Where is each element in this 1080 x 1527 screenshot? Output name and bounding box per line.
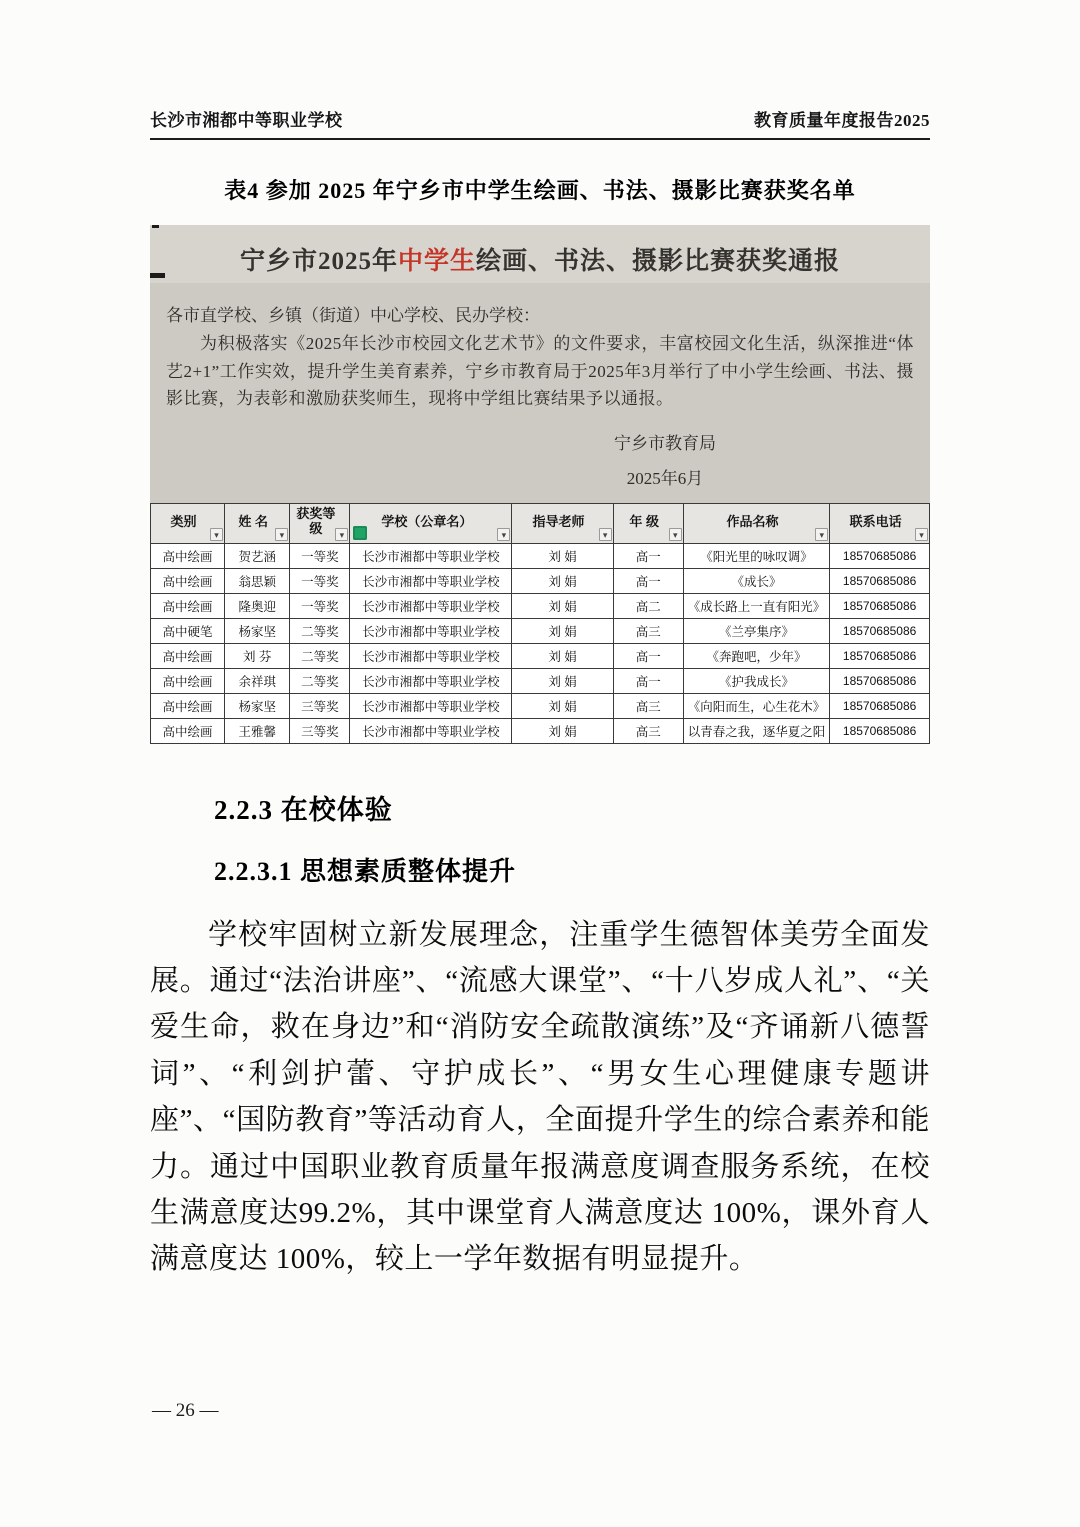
table-cell: 18570685086 (830, 718, 930, 743)
table-cell: 高三 (613, 618, 683, 643)
scan-artifact (150, 273, 165, 278)
table-cell: 二等奖 (290, 643, 350, 668)
table-caption: 表4 参加 2025 年宁乡市中学生绘画、书法、摄影比赛获奖名单 (224, 178, 856, 203)
subsection-heading: 2.2.3.1 思想素质整体提升 (214, 856, 517, 886)
table-cell: 18570685086 (830, 668, 930, 693)
table-cell: 高三 (613, 718, 683, 743)
table-row (151, 568, 930, 593)
notice-title-highlight: 中学生 (397, 248, 476, 275)
notice-signoff (505, 429, 825, 489)
header-school-name: 长沙市湘都中等职业学校 (150, 111, 343, 130)
table-cell: 《兰亭集序》 (683, 618, 829, 643)
table-cell: 18570685086 (830, 593, 930, 618)
column-header-label: 指导老师 (532, 513, 585, 529)
table-cell: 高一 (613, 568, 683, 593)
table-cell: 高一 (613, 543, 683, 568)
notice-salutation: 各市直学校、乡镇（街道）中心学校、民办学校： (166, 306, 540, 325)
table-cell: 长沙市湘都中等职业学校 (350, 643, 512, 668)
awards-table-body (151, 543, 930, 743)
table-cell: 《护我成长》 (683, 668, 829, 693)
column-header (613, 503, 683, 543)
notice-title (160, 235, 920, 293)
table-cell: 隆奥迎 (225, 593, 290, 618)
awards-header-row (151, 503, 930, 543)
column-header-label: 作品名称 (726, 513, 779, 529)
table-cell: 高中绘画 (151, 543, 225, 568)
column-header (350, 503, 512, 543)
table-row (151, 693, 930, 718)
notice-date: 2025年6月 (626, 468, 704, 488)
column-header (151, 503, 225, 543)
table-cell: 二等奖 (290, 668, 350, 693)
table-cell: 18570685086 (830, 618, 930, 643)
table-cell: 高一 (613, 668, 683, 693)
table-cell: 刘 娟 (512, 718, 613, 743)
table-cell: 18570685086 (830, 643, 930, 668)
table-cell: 高中硬笔 (151, 618, 225, 643)
table-cell: 一等奖 (290, 568, 350, 593)
notice-signer: 宁乡市教育局 (614, 433, 716, 453)
notice-screenshot (150, 225, 930, 503)
table-cell: 高三 (613, 693, 683, 718)
column-header-label: 学校（公章名） (381, 513, 473, 529)
table-cell: 18570685086 (830, 568, 930, 593)
table-cell: 杨家坚 (225, 618, 290, 643)
table-cell: 刘 娟 (512, 568, 613, 593)
table-row (151, 643, 930, 668)
column-header (683, 503, 829, 543)
table-cell: 三等奖 (290, 718, 350, 743)
filter-dropdown-icon: ▾ (599, 528, 612, 541)
scan-artifact (152, 225, 159, 228)
table-cell: 18570685086 (830, 543, 930, 568)
table-cell: 高中绘画 (151, 668, 225, 693)
table-cell: 翁思颖 (225, 568, 290, 593)
body-paragraph: 学校牢固树立新发展理念，注重学生德智体美劳全面发展。通过“法治讲座”、“流感大课堂”、“十八岁成人礼”、“关爱生命，救在身边”和“消防安全疏散演练”及“齐诵新八德誓词”、“利剑护蕾、守护成长”、“男女生心理健康专题讲座”、“国防教育”等活动育人，全面提升学生的综合素养和能力。通过中国职业教育质量年报满意度调查服务系统，在校生满意度达99.2%，其中课堂育人满意度达 100%，课外育人满意度达 100%，较上一学年数据有明显提升。 (150, 918, 930, 1276)
table-cell: 刘 芬 (225, 643, 290, 668)
column-header-label: 年 级 (629, 513, 660, 529)
table-cell: 长沙市湘都中等职业学校 (350, 618, 512, 643)
column-header-label: 姓 名 (238, 513, 269, 529)
table-cell: 高中绘画 (151, 593, 225, 618)
table-row (151, 593, 930, 618)
table-row (151, 718, 930, 743)
filter-dropdown-icon: ▾ (275, 528, 288, 541)
table-cell: 贺艺涵 (225, 543, 290, 568)
table-cell: 以青春之我，逐华夏之阳 (683, 718, 829, 743)
table-cell: 高二 (613, 593, 683, 618)
table-cell: 18570685086 (830, 693, 930, 718)
table-cell: 杨家坚 (225, 693, 290, 718)
table-cell: 高中绘画 (151, 643, 225, 668)
page-number: — 26 — (152, 1400, 219, 1421)
table-cell: 刘 娟 (512, 618, 613, 643)
table-row (151, 668, 930, 693)
table-cell: 高中绘画 (151, 718, 225, 743)
table-cell: 刘 娟 (512, 543, 613, 568)
table-cell: 刘 娟 (512, 668, 613, 693)
table-row (151, 618, 930, 643)
table-cell: 长沙市湘都中等职业学校 (350, 718, 512, 743)
filter-dropdown-icon: ▾ (497, 528, 510, 541)
section-heading: 2.2.3 在校体验 (214, 794, 393, 825)
filter-dropdown-icon: ▾ (210, 528, 223, 541)
table-cell: 刘 娟 (512, 643, 613, 668)
table-cell: 王雅馨 (225, 718, 290, 743)
table-cell: 刘 娟 (512, 693, 613, 718)
table-cell: 长沙市湘都中等职业学校 (350, 593, 512, 618)
page-header (150, 0, 930, 131)
page-content (150, 0, 930, 1283)
table-cell: 高一 (613, 643, 683, 668)
header-divider (150, 138, 930, 140)
table-cell: 长沙市湘都中等职业学校 (350, 543, 512, 568)
column-header (290, 503, 350, 543)
table-cell: 一等奖 (290, 593, 350, 618)
column-header (512, 503, 613, 543)
table-cell: 《阳光里的咏叹调》 (683, 543, 829, 568)
filter-dropdown-icon: ▾ (815, 528, 828, 541)
table-cell: 三等奖 (290, 693, 350, 718)
column-header-label: 联系电话 (849, 513, 902, 529)
table-cell: 《成长》 (683, 568, 829, 593)
notice-title-suffix: 绘画、书法、摄影比赛获奖通报 (476, 248, 841, 275)
notice-body: 为积极落实《2025年长沙市校园文化艺术节》的文件要求，丰富校园文化生活，纵深推进“体艺2+1”工作实效，提升学生美育素养，宁乡市教育局于2025年3月举行了中小学生绘画、书法、摄影比赛，为表彰和激励获奖师生，现将中学组比赛结果予以通报。 (166, 334, 914, 409)
awards-table-head (151, 503, 930, 543)
table-cell: 长沙市湘都中等职业学校 (350, 693, 512, 718)
table-cell: 长沙市湘都中等职业学校 (350, 568, 512, 593)
table-cell: 二等奖 (290, 618, 350, 643)
table-cell: 《向阳而生，心生花木》 (683, 693, 829, 718)
column-header-label: 类别 (170, 513, 197, 529)
filter-dropdown-icon: ▾ (335, 528, 348, 541)
header-report-title: 教育质量年度报告2025 (754, 111, 930, 130)
column-header (830, 503, 930, 543)
column-header-label: 获奖等级 (296, 506, 336, 537)
notice-title-prefix: 宁乡市2025年 (239, 248, 398, 275)
table-cell: 一等奖 (290, 543, 350, 568)
table-cell: 余祥琪 (225, 668, 290, 693)
table-cell: 长沙市湘都中等职业学校 (350, 668, 512, 693)
table-cell: 《成长路上一直有阳光》 (683, 593, 829, 618)
table-row (151, 543, 930, 568)
awards-table (150, 503, 930, 744)
table-cell: 高中绘画 (151, 568, 225, 593)
filter-dropdown-icon: ▾ (915, 528, 928, 541)
column-header (225, 503, 290, 543)
table-cell: 《奔跑吧，少年》 (683, 643, 829, 668)
filter-dropdown-icon: ▾ (669, 528, 682, 541)
green-sheet-icon (353, 526, 367, 540)
table-cell: 高中绘画 (151, 693, 225, 718)
table-cell: 刘 娟 (512, 593, 613, 618)
